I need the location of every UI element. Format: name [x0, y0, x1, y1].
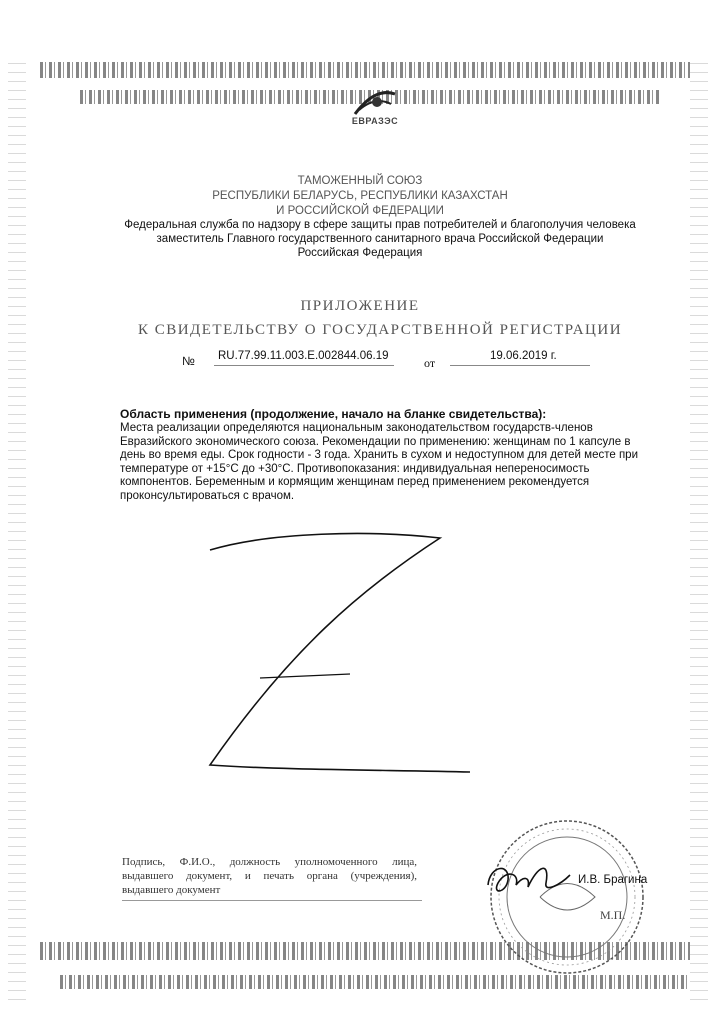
handwritten-signature	[480, 855, 580, 900]
signer-name: И.В. Брагина	[578, 874, 648, 886]
scan-noise-top	[40, 62, 690, 78]
date-underline	[450, 365, 590, 366]
body-line: Евразийского экономического союза. Рекомендации по применению: женщинам по 1 капсуле в	[120, 435, 631, 448]
logo-text: ЕВРАЗЭС	[351, 116, 399, 126]
doc-subtitle: К СВИДЕТЕЛЬСТВУ О ГОСУДАРСТВЕННОЙ РЕГИСТРАЦИИ	[137, 322, 623, 338]
number-label: №	[182, 354, 195, 368]
header-deputy: заместитель Главного государственного санитарного врача Российской Федерации	[156, 233, 604, 245]
stamp-place-label: М.П.	[600, 908, 626, 922]
doc-title: ПРИЛОЖЕНИЕ	[300, 298, 420, 314]
header-union: ТАМОЖЕННЫЙ СОЮЗ	[297, 175, 423, 187]
signature-caption: Подпись, Ф.И.О., должность уполномоченного лица, выдавшего документ, и печать органа (учреждения), выдавшего документ	[122, 856, 417, 896]
registration-date: 19.06.2019 г.	[490, 350, 557, 362]
header-country: Российская Федерация	[297, 247, 423, 259]
caption-underline	[122, 900, 422, 901]
body-line: день во время еды. Срок годности - 3 года. Хранить в сухом и недоступном для детей месте при	[120, 449, 638, 461]
section-heading: Область применения (продолжение, начало на бланке свидетельства):	[120, 407, 547, 421]
body-line: компонентов. Беременным и кормящим женщинам перед применением рекомендуется	[120, 476, 590, 488]
body-line: температуре от +15°С до +30°С. Противопоказания: индивидуальная непереносимость	[120, 462, 590, 475]
header-russia: И РОССИЙСКОЙ ФЕДЕРАЦИИ	[276, 205, 444, 217]
header-republics: РЕСПУБЛИКИ БЕЛАРУСЬ, РЕСПУБЛИКИ КАЗАХСТАН	[212, 190, 508, 202]
body-line: Места реализации определяются национальным законодательством государств-членов	[120, 422, 593, 434]
cancellation-z-mark	[190, 520, 590, 800]
number-underline	[214, 365, 394, 366]
body-line: проконсультироваться с врачом.	[120, 489, 295, 502]
registration-number: RU.77.99.11.003.Е.002844.06.19	[218, 350, 389, 362]
scan-noise-left	[8, 60, 26, 1000]
date-label: от	[424, 356, 436, 370]
scan-noise-right	[690, 60, 708, 1000]
header-agency: Федеральная служба по надзору в сфере защиты прав потребителей и благополучия человека	[124, 219, 636, 231]
body-text	[120, 422, 640, 503]
